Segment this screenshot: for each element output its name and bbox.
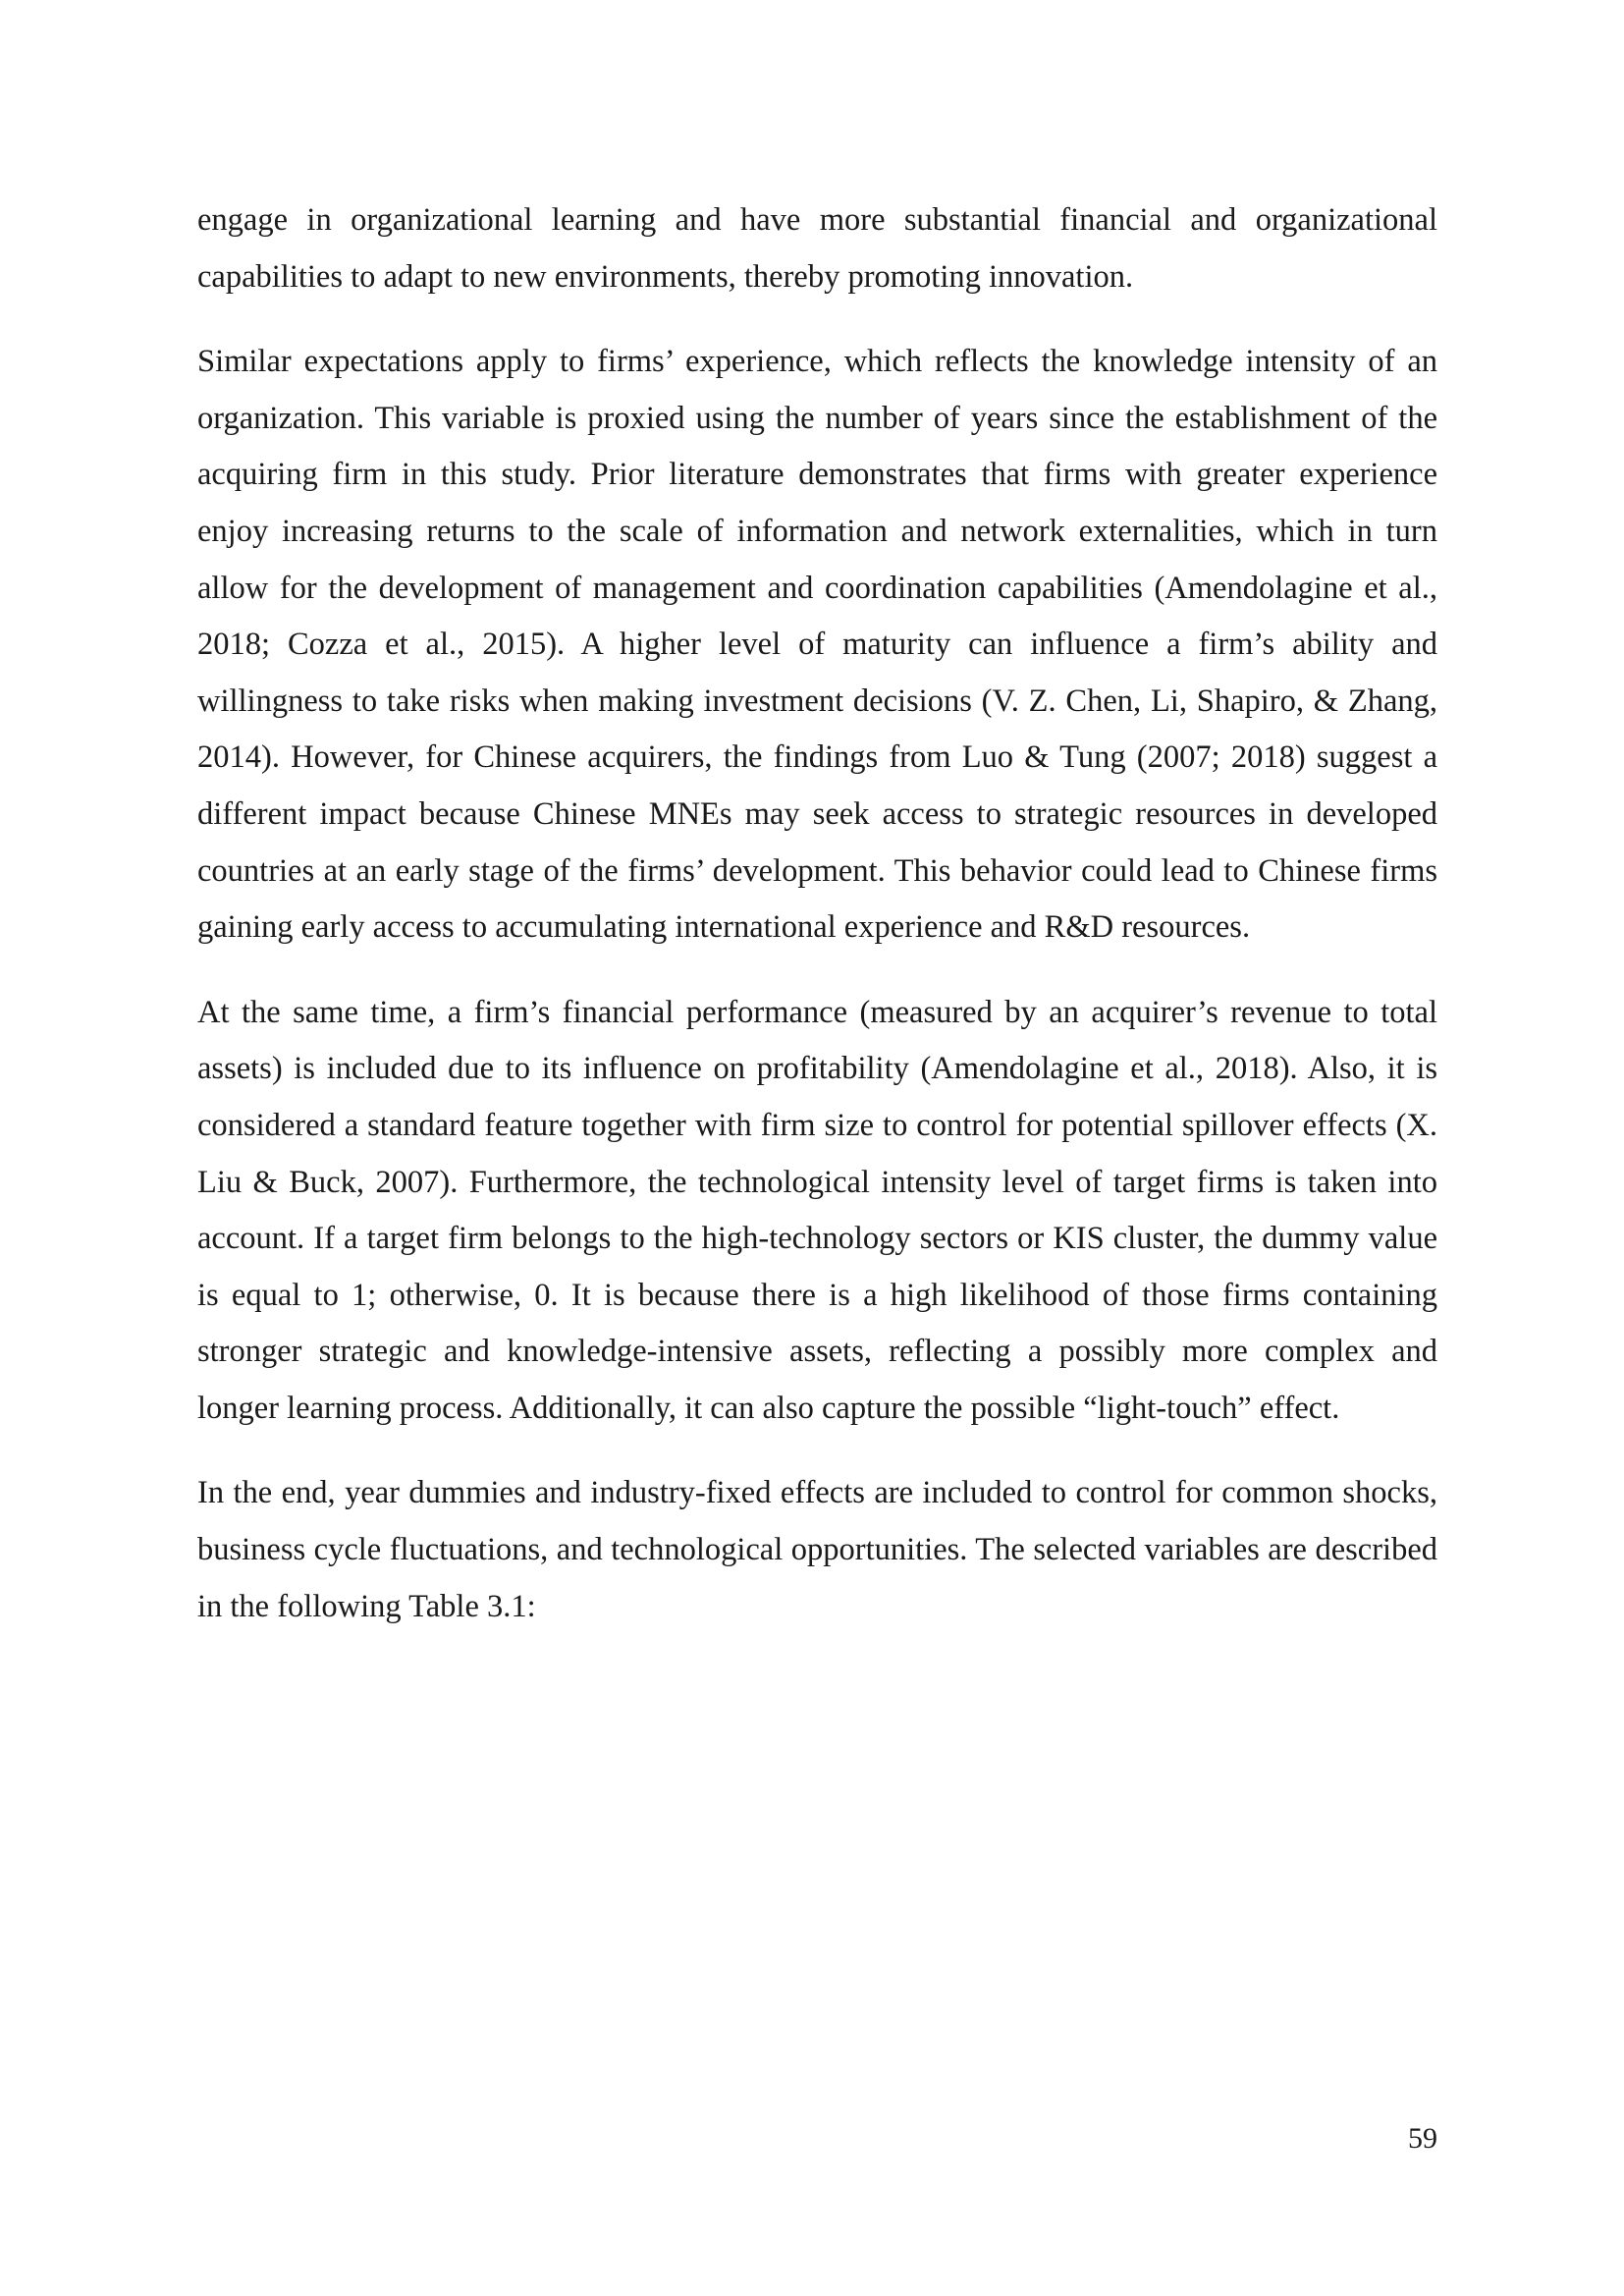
paragraph-firm-experience: Similar expectations apply to firms’ experience, which reflects the knowledge intensity of an organization. This variable is proxied using the number of years since the establishment of the acquiring firm in this study. Prior literature demonstrates that firms with greater experience enjoy increasing returns to the scale of information and network externalities, which in turn allow for the development of management and coordination capabilities (Amendolagine et al., 2018; Cozza et al., 2015). A higher level of maturity can influence a firm’s ability and willingness to take risks when making investment decisions (V. Z. Chen, Li, Shapiro, & Zhang, 2014). However, for Chinese acquirers, the findings from Luo & Tung (2007; 2018) suggest a different impact because Chinese MNEs may seek access to strategic resources in developed countries at an early stage of the firms’ development. This behavior could lead to Chinese firms gaining early access to accumulating international experience and R&D resources. (197, 344, 1437, 946)
paragraph-organizational-learning: engage in organizational learning and have more substantial financial and organizational capabilities to adapt to new environments, thereby promoting innovation. (197, 202, 1437, 295)
page-number: 59 (1408, 2122, 1437, 2155)
paragraph-financial-performance: At the same time, a firm’s financial performance (measured by an acquirer’s revenue to total assets) is included due to its influence on profitability (Amendolagine et al., 2018). Also, it is considered a standard feature together with firm size to control for potential spillover effects (X. Liu & Buck, 2007). Furthermore, the technological intensity level of target firms is taken into account. If a target firm belongs to the high-technology sectors or KIS cluster, the dummy value is equal to 1; otherwise, 0. It is because there is a high likelihood of those firms containing stronger strategic and knowledge-intensive assets, reflecting a possibly more complex and longer learning process. Additionally, it can also capture the possible “light-touch” effect. (197, 994, 1437, 1426)
paragraph-fixed-effects: In the end, year dummies and industry-fixed effects are included to control for common shocks, business cycle fluctuations, and technological opportunities. The selected variables are described in the following Table 3.1: (197, 1475, 1437, 1624)
body-text (197, 192, 1437, 1664)
